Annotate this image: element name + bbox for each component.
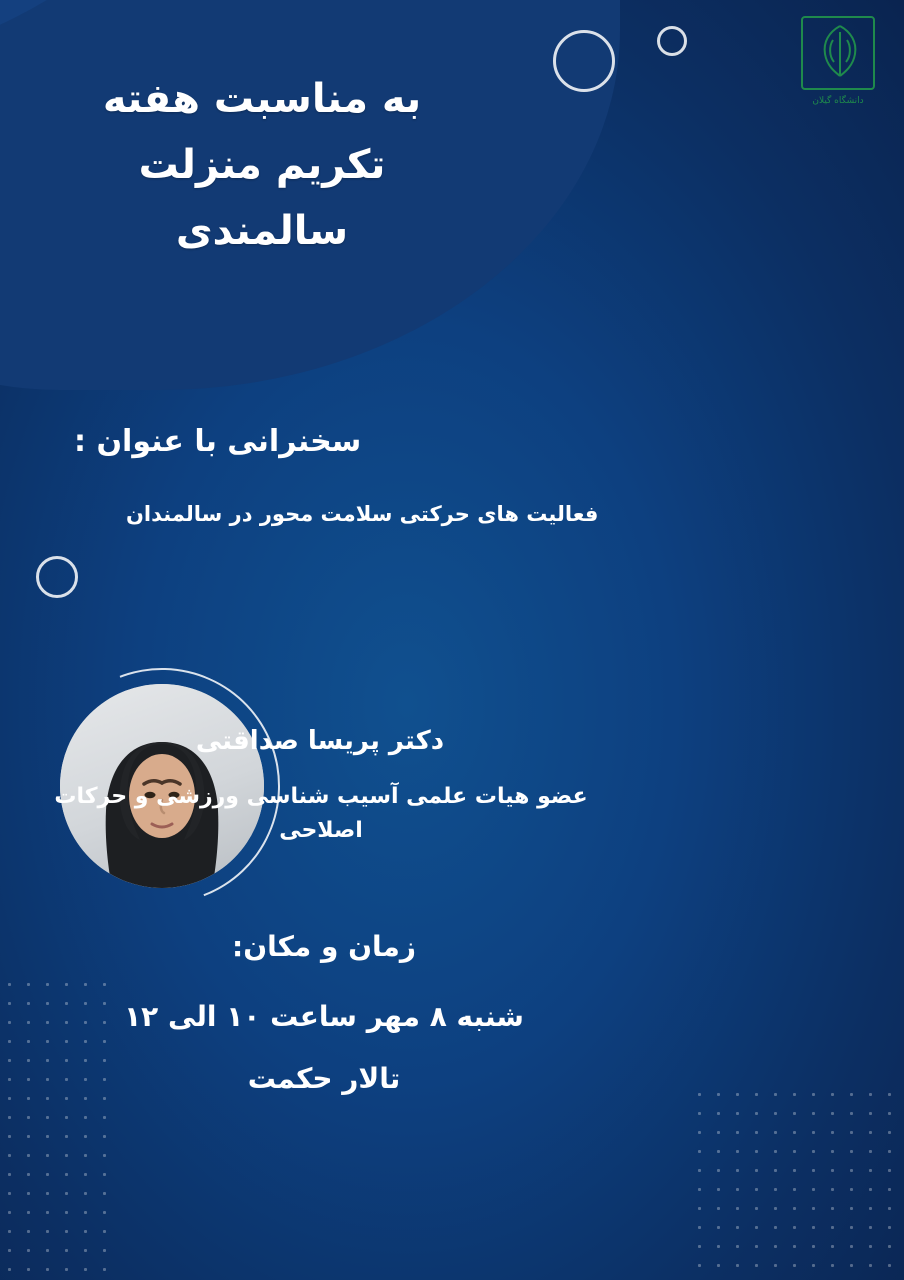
university-logo-caption: دانشگاه گیلان	[812, 96, 864, 106]
decorative-blob-top-inner	[0, 0, 260, 70]
when-where-label: زمان و مکان:	[232, 930, 416, 963]
event-datetime: شنبه ۸ مهر ساعت ۱۰ الی ۱۲	[124, 1000, 524, 1033]
speaker-affiliation: عضو هیات علمی آسیب شناسی ورزشی و حرکات اصلاحی	[54, 784, 588, 844]
decorative-dot-grid-right	[690, 1085, 904, 1280]
decorative-circle-left	[36, 556, 78, 598]
decorative-circle-large	[553, 30, 615, 92]
university-logo-mark	[801, 16, 875, 90]
poster-headline: به مناسبت هفته تکریم منزلت سالمندی	[102, 76, 422, 254]
event-venue: تالار حکمت	[247, 1062, 401, 1095]
talk-label: سخنرانی با عنوان :	[74, 424, 362, 459]
university-logo	[790, 16, 886, 126]
talk-title: فعالیت های حرکتی سلامت محور در سالمندان	[126, 502, 599, 526]
decorative-circle-small	[657, 26, 687, 56]
speaker-name: دکتر پریسا صداقتی	[195, 726, 445, 756]
